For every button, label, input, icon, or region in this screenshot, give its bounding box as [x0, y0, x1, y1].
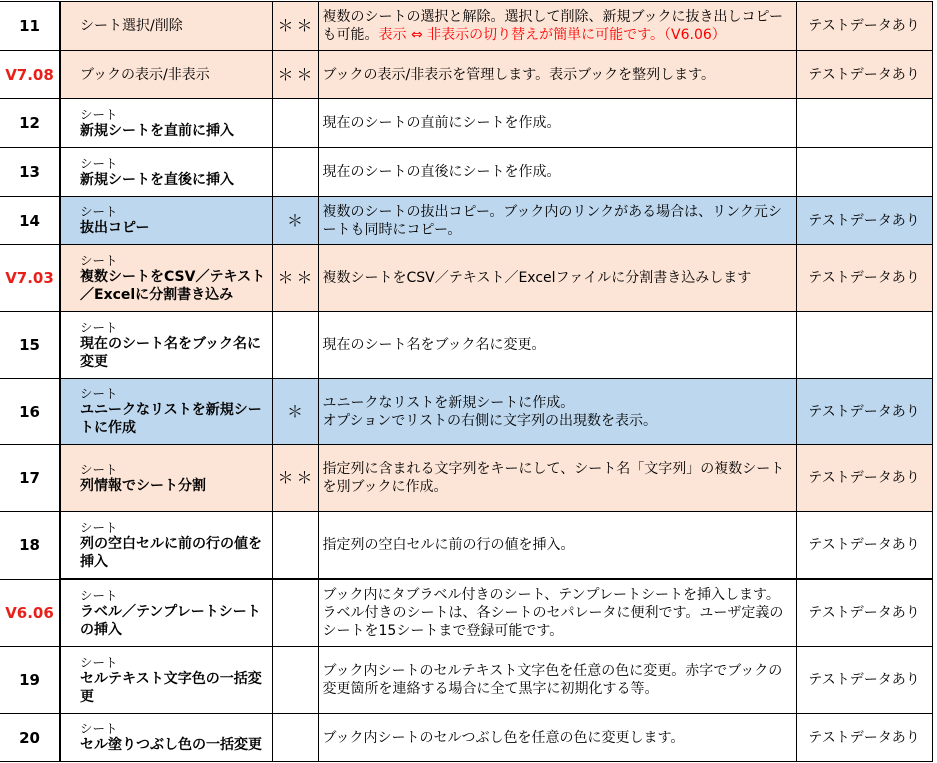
test-data-cell: [796, 445, 932, 512]
category-label: シート: [80, 587, 118, 603]
description-cell: [318, 579, 796, 647]
feature-name: ブックの表示/非表示: [80, 66, 210, 83]
name-cell: [60, 512, 272, 580]
description-cell: [318, 647, 796, 714]
feature-name: 列情報でシート分割: [80, 477, 206, 494]
test-data-cell: [796, 51, 932, 99]
description-line: 指定列に含まれる文字列をキーにして、シート名「文字列」の複数シートを別ブックに作成。: [322, 461, 785, 495]
test-data-label: テストデータあり: [808, 537, 920, 553]
name-cell: [60, 245, 272, 312]
version-number: V7.08: [5, 65, 54, 84]
category-label: シート: [80, 721, 118, 736]
name-cell: [60, 714, 272, 762]
number-cell: [0, 312, 60, 379]
description-line: ユニークなリストを新規シートに作成。: [322, 394, 575, 411]
table-row: [0, 197, 932, 245]
category-label: シート: [80, 204, 118, 219]
test-data-cell: [796, 312, 932, 379]
number-cell: [0, 579, 60, 647]
stars-cell: [272, 579, 318, 647]
table-row: [0, 245, 932, 312]
description-cell: [318, 379, 796, 445]
stars-cell: [272, 647, 318, 714]
number-cell: [0, 379, 60, 445]
feature-name: 現在のシート名をブック名に変更: [80, 335, 262, 370]
name-cell: [60, 148, 272, 197]
test-data-label: テストデータあり: [808, 18, 920, 34]
number-cell: [0, 2, 60, 51]
table-row: [0, 445, 932, 512]
stars-cell: [272, 714, 318, 762]
name-cell: [60, 579, 272, 647]
description-cell: [318, 2, 796, 51]
row-number: 18: [19, 536, 40, 555]
description-line: 現在のシート名をブック名に変更。: [322, 337, 546, 353]
category-label: シート: [80, 106, 118, 122]
test-data-label: テストデータあり: [808, 729, 920, 746]
stars-cell: [272, 445, 318, 512]
feature-name: ユニークなリストを新規シートに作成: [80, 402, 262, 436]
feature-name: セル塗りつぶし色の一括変更: [80, 737, 262, 753]
name-cell: [60, 312, 272, 379]
row-number: 15: [19, 336, 40, 354]
version-number: V7.03: [5, 269, 54, 287]
table-row: [0, 714, 932, 762]
test-data-label: テストデータあり: [808, 403, 920, 420]
name-cell: [60, 379, 272, 445]
table-row: [0, 579, 932, 647]
table-row: [0, 379, 932, 445]
stars-cell: [272, 512, 318, 580]
description-cell: [318, 148, 796, 197]
description-line: [323, 8, 793, 44]
number-cell: [0, 197, 60, 245]
number-cell: [0, 51, 60, 99]
stars-cell: [272, 51, 318, 99]
row-number: 17: [19, 469, 40, 487]
description-line: ブック内シートのセルつぶし色を任意の色に変更します。: [322, 729, 685, 746]
description-cell: [318, 99, 796, 148]
table-row: [0, 148, 932, 197]
test-data-cell: [796, 647, 932, 714]
importance-stars: ＊: [286, 401, 306, 421]
description-line: ブック内シートのセルテキスト文字色を任意の色に変更。赤字でブックの変更箇所を連絡する場合に全て黒字に初期化する等。: [322, 663, 783, 697]
feature-name: ラベル／テンプレートシートの挿入: [80, 603, 261, 638]
test-data-cell: [796, 197, 932, 245]
table-row: [0, 647, 932, 714]
row-number: 12: [19, 114, 40, 132]
test-data-label: テストデータあり: [808, 270, 920, 286]
table-row: [0, 512, 932, 580]
row-number: 19: [19, 671, 40, 689]
description-cell: [318, 245, 796, 312]
version-number: V6.06: [5, 603, 54, 622]
description-note: 表示 ⇔ 非表示の切り替えが簡単に可能です。（V6.06）: [378, 27, 726, 43]
feature-table: [0, 1, 933, 762]
importance-stars: ＊＊: [277, 268, 316, 287]
feature-name: 新規シートを直前に挿入: [80, 122, 234, 139]
description-line: オプションでリストの右側に文字列の出現数を表示。: [322, 412, 657, 429]
description-cell: [318, 197, 796, 245]
description-cell: [318, 51, 796, 99]
stars-cell: [272, 99, 318, 148]
number-cell: [0, 512, 60, 580]
table-row: [0, 2, 932, 51]
description-line: ラベル付きのシートは、各シートのセパレータに便利です。ユーザ定義のシートを15シートまで登録可能です。: [322, 605, 784, 639]
importance-stars: ＊＊: [277, 468, 316, 487]
test-data-cell: [796, 579, 932, 647]
feature-name: シート選択/削除: [80, 18, 183, 34]
row-number: 14: [19, 211, 40, 230]
category-label: シート: [80, 155, 118, 171]
table-row: [0, 312, 932, 379]
category-label: シート: [80, 386, 118, 401]
name-cell: [60, 197, 272, 245]
stars-cell: [272, 148, 318, 197]
name-cell: [60, 647, 272, 714]
description-line: 指定列の空白セルに前の行の値を挿入。: [322, 537, 575, 553]
description-line: ブックの表示/非表示を管理します。表示ブックを整列します。: [322, 66, 716, 83]
test-data-label: テストデータあり: [808, 212, 920, 229]
test-data-label: テストデータあり: [808, 605, 920, 621]
table-row: [0, 51, 932, 99]
test-data-cell: [796, 99, 932, 148]
stars-cell: [272, 245, 318, 312]
name-cell: [60, 51, 272, 99]
description-cell: [318, 714, 796, 762]
feature-name: 抜出コピー: [80, 220, 150, 236]
feature-name: 列の空白セルに前の行の値を挿入: [80, 535, 262, 570]
description-cell: [318, 512, 796, 580]
row-number: 11: [19, 17, 40, 35]
test-data-cell: [796, 2, 932, 51]
test-data-cell: [796, 148, 932, 197]
category-label: シート: [80, 319, 118, 335]
description-line: 現在のシートの直前にシートを作成。: [322, 115, 561, 131]
stars-cell: [272, 197, 318, 245]
category-label: シート: [80, 654, 118, 670]
name-cell: [60, 99, 272, 148]
stars-cell: [272, 2, 318, 51]
table-row: [0, 99, 932, 148]
number-cell: [0, 445, 60, 512]
importance-stars: ＊＊: [277, 64, 316, 84]
test-data-cell: [796, 379, 932, 445]
row-number: 20: [19, 728, 40, 747]
description-cell: [318, 312, 796, 379]
feature-name: 新規シートを直後に挿入: [80, 171, 234, 188]
test-data-cell: [796, 512, 932, 580]
name-cell: [60, 445, 272, 512]
row-number: 16: [19, 402, 40, 421]
feature-name: セルテキスト文字色の一括変更: [80, 670, 262, 705]
description-line: 複数シートをCSV／テキスト／Excelファイルに分割書き込みします: [322, 270, 752, 286]
test-data-cell: [796, 245, 932, 312]
number-cell: [0, 714, 60, 762]
category-label: シート: [80, 461, 118, 477]
test-data-label: テストデータあり: [808, 470, 920, 486]
test-data-cell: [796, 714, 932, 762]
stars-cell: [272, 312, 318, 379]
number-cell: [0, 148, 60, 197]
test-data-label: テストデータあり: [808, 66, 920, 83]
name-cell: [60, 2, 272, 51]
importance-stars: ＊: [286, 210, 306, 230]
feature-name: 複数シートをCSV／テキスト／Excelに分割書き込み: [80, 268, 266, 303]
category-label: シート: [80, 252, 118, 268]
description-cell: [318, 445, 796, 512]
description-line: ブック内にタブラベル付きのシート、テンプレートシートを挿入します。: [322, 587, 780, 603]
row-number: 13: [19, 163, 40, 181]
description-text: 複数のシートの選択と解除。選択して削除、新規ブックに抜き出しコピーも可能。: [322, 9, 783, 43]
number-cell: [0, 245, 60, 312]
stars-cell: [272, 379, 318, 445]
description-line: 現在のシートの直後にシートを作成。: [322, 164, 561, 180]
importance-stars: ＊＊: [277, 16, 316, 35]
category-label: シート: [80, 519, 118, 535]
test-data-label: テストデータあり: [808, 672, 920, 688]
number-cell: [0, 647, 60, 714]
number-cell: [0, 99, 60, 148]
description-line: 複数のシートの抜出コピー。ブック内のリンクがある場合は、リンク元シートも同時にコピー。: [322, 203, 782, 238]
